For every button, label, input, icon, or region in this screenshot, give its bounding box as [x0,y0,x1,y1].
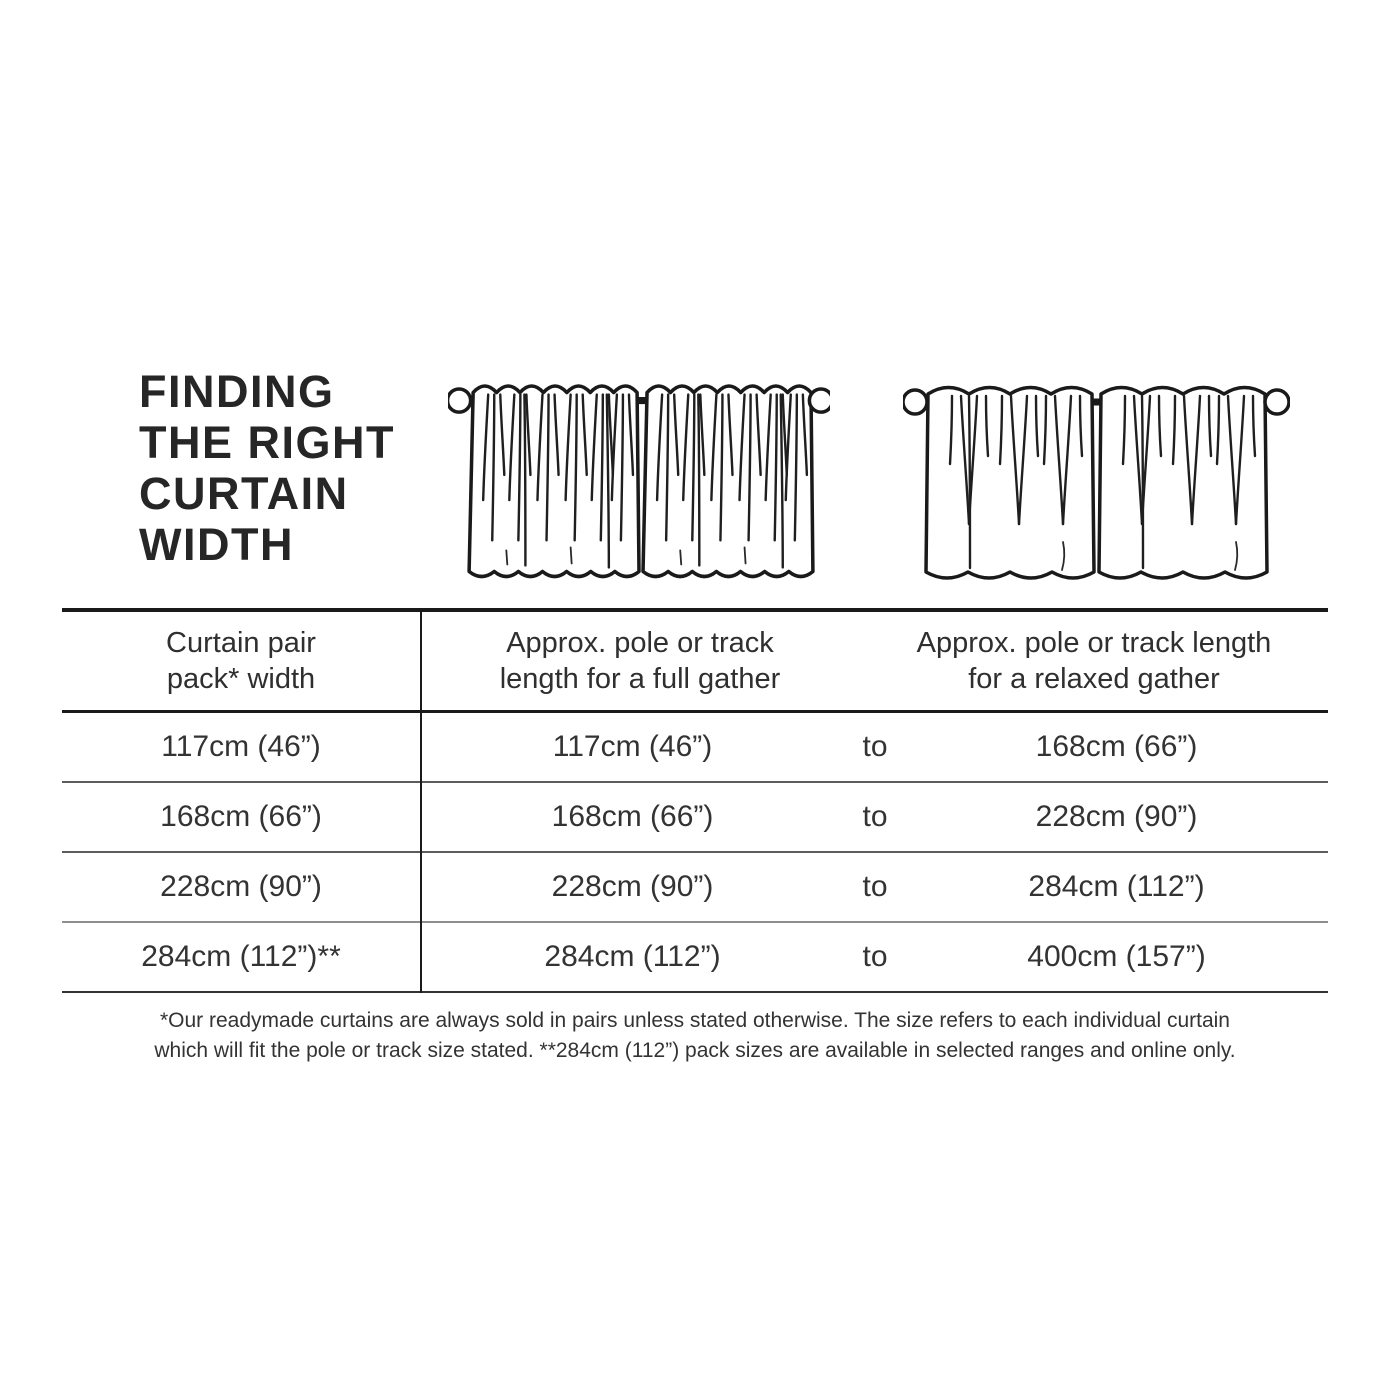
table-header-row [62,612,1328,713]
cell-to: to [862,800,888,833]
page-title-line: WIDTH [139,519,294,570]
curtain-pair-relaxed-gather-icon [903,374,1290,588]
footnote-line: *Our readymade curtains are always sold in pairs unless stated otherwise. The size refers to each individual curtain [160,1009,1230,1032]
col-header-text: length for a full gather [499,663,781,695]
cell-relaxed-gather: 400cm (157”) [1027,940,1206,973]
cell-to: to [862,730,888,763]
cell-full-gather: 117cm (46”) [552,730,713,763]
col-header-relaxed-gather [860,625,1328,697]
cell-relaxed-gather: 168cm (66”) [1035,730,1198,763]
cell-full-gather: 168cm (66”) [551,800,714,833]
table-row [62,853,1328,923]
cell-relaxed-gather: 284cm (112”) [1028,870,1205,903]
table-row [62,783,1328,853]
col-header-text: for a relaxed gather [968,663,1220,695]
cell-relaxed-gather: 228cm (90”) [1035,800,1198,833]
footnote-line: which will fit the pole or track size stated. **284cm (112”) pack sizes are available in selected ranges and online only. [154,1039,1236,1062]
table-row [62,713,1328,783]
cell-pack-width: 228cm (90”) [160,870,322,903]
col-header-text: Approx. pole or track length [916,627,1272,659]
cell-full-gather: 228cm (90”) [551,870,714,903]
table-column-divider [420,612,422,993]
curtain-pair-full-gather-icon [448,374,830,588]
col-header-pack-width [62,625,420,697]
col-header-full-gather [420,625,860,697]
col-header-text: Curtain pair [166,627,316,659]
curtain-size-table [62,608,1328,993]
cell-to: to [862,940,888,973]
table-row [62,923,1328,993]
cell-pack-width: 284cm (112”)** [141,940,341,973]
col-header-text: pack* width [166,663,316,695]
footnote [62,1006,1328,1066]
page-title [139,366,395,570]
page-title-line: CURTAIN [139,468,349,519]
cell-pack-width: 117cm (46”) [161,730,321,763]
col-header-text: Approx. pole or track [506,627,774,659]
cell-to: to [862,870,888,903]
page-title-line: FINDING [139,366,335,417]
cell-pack-width: 168cm (66”) [160,800,322,833]
page-title-line: THE RIGHT [139,417,395,468]
cell-full-gather: 284cm (112”) [544,940,721,973]
